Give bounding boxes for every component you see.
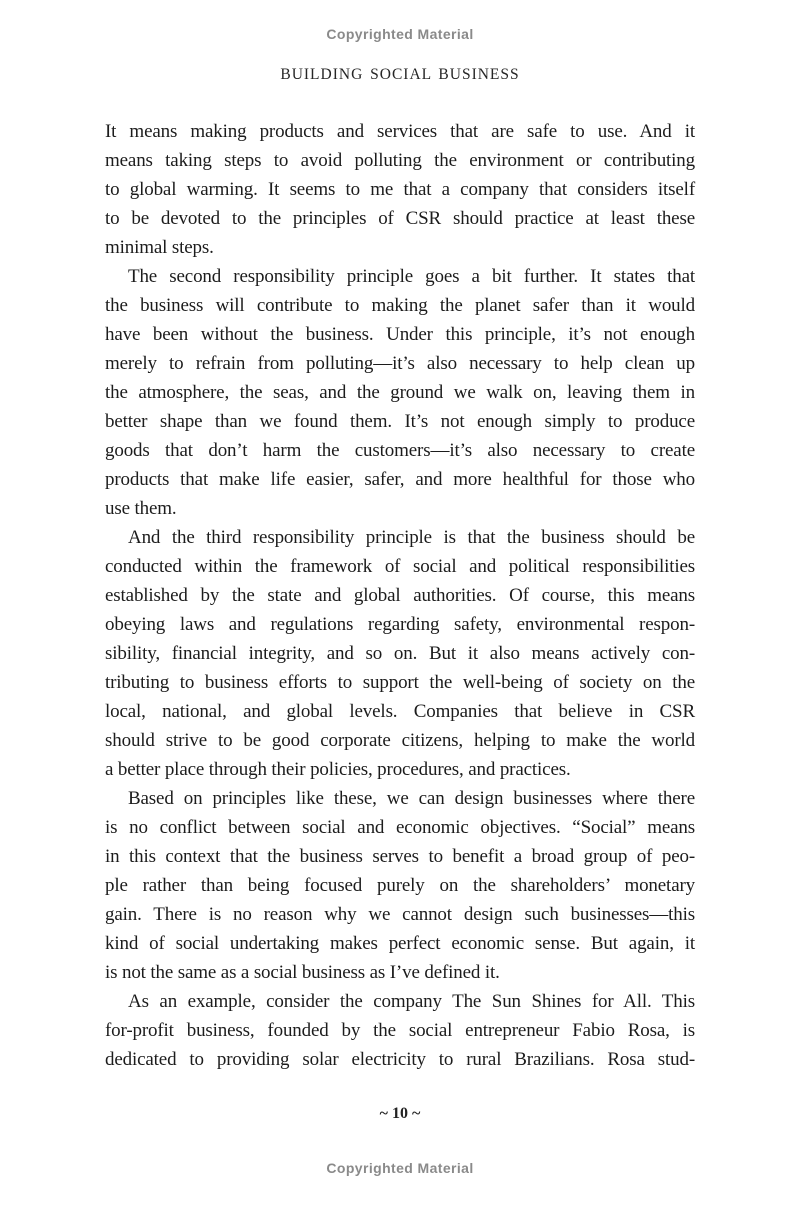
text-line: The second responsibility principle goes a bit further. It states that — [128, 266, 695, 287]
copyright-notice-top: Copyrighted Material — [326, 26, 474, 42]
paragraph — [105, 117, 695, 262]
text-line: is no conflict between social and economic objectives. “Social” means — [105, 817, 695, 838]
text-line: the business will contribute to making the planet safer than it would — [105, 295, 695, 316]
running-header-title: BUILDING SOCIAL BUSINESS — [280, 66, 520, 83]
paragraph — [105, 523, 695, 784]
text-line: for-profit business, founded by the social entrepreneur Fabio Rosa, is — [105, 1020, 695, 1041]
text-line: products that make life easier, safer, and more healthful for those who — [105, 469, 695, 490]
text-line: sibility, financial integrity, and so on. But it also means actively con- — [105, 643, 695, 664]
text-line: ple rather than being focused purely on the shareholders’ monetary — [105, 875, 695, 896]
text-line: gain. There is no reason why we cannot design such businesses—this — [105, 904, 695, 925]
paragraph — [105, 784, 695, 987]
text-line: merely to refrain from polluting—it’s also necessary to help clean up — [105, 353, 695, 374]
text-line: And the third responsibility principle is that the business should be — [128, 527, 695, 548]
text-line: use them. — [105, 498, 177, 519]
text-line: is not the same as a social business as I’ve defined it. — [105, 962, 500, 983]
text-line: to be devoted to the principles of CSR should practice at least these — [105, 208, 695, 229]
text-line: It means making products and services that are safe to use. And it — [105, 121, 695, 142]
text-line: obeying laws and regulations regarding safety, environmental respon- — [105, 614, 695, 635]
text-line: should strive to be good corporate citizens, helping to make the world — [105, 730, 695, 751]
copyright-notice-bottom: Copyrighted Material — [326, 1160, 474, 1176]
text-line: dedicated to providing solar electricity to rural Brazilians. Rosa stud- — [105, 1049, 695, 1070]
text-line: means taking steps to avoid polluting the environment or contributing — [105, 150, 695, 171]
text-line: to global warming. It seems to me that a company that considers itself — [105, 179, 695, 200]
text-line: minimal steps. — [105, 237, 214, 258]
page-number: ~ 10 ~ — [379, 1105, 421, 1122]
text-line: local, national, and global levels. Companies that believe in CSR — [105, 701, 695, 722]
text-line: As an example, consider the company The Sun Shines for All. This — [128, 991, 695, 1012]
text-line: have been without the business. Under this principle, it’s not enough — [105, 324, 695, 345]
text-line: better shape than we found them. It’s not enough simply to produce — [105, 411, 695, 432]
text-line: Based on principles like these, we can design businesses where there — [128, 788, 695, 809]
paragraph — [105, 987, 695, 1074]
text-line: in this context that the business serves to benefit a broad group of peo- — [105, 846, 695, 867]
page-body-text — [105, 117, 695, 1074]
text-line: established by the state and global authorities. Of course, this means — [105, 585, 695, 606]
text-line: goods that don’t harm the customers—it’s also necessary to create — [105, 440, 695, 461]
text-line: conducted within the framework of social and political responsibilities — [105, 556, 695, 577]
paragraph — [105, 262, 695, 523]
text-line: tributing to business efforts to support the well-being of society on the — [105, 672, 695, 693]
text-line: kind of social undertaking makes perfect economic sense. But again, it — [105, 933, 695, 954]
text-line: the atmosphere, the seas, and the ground we walk on, leaving them in — [105, 382, 695, 403]
text-line: a better place through their policies, procedures, and practices. — [105, 759, 571, 780]
